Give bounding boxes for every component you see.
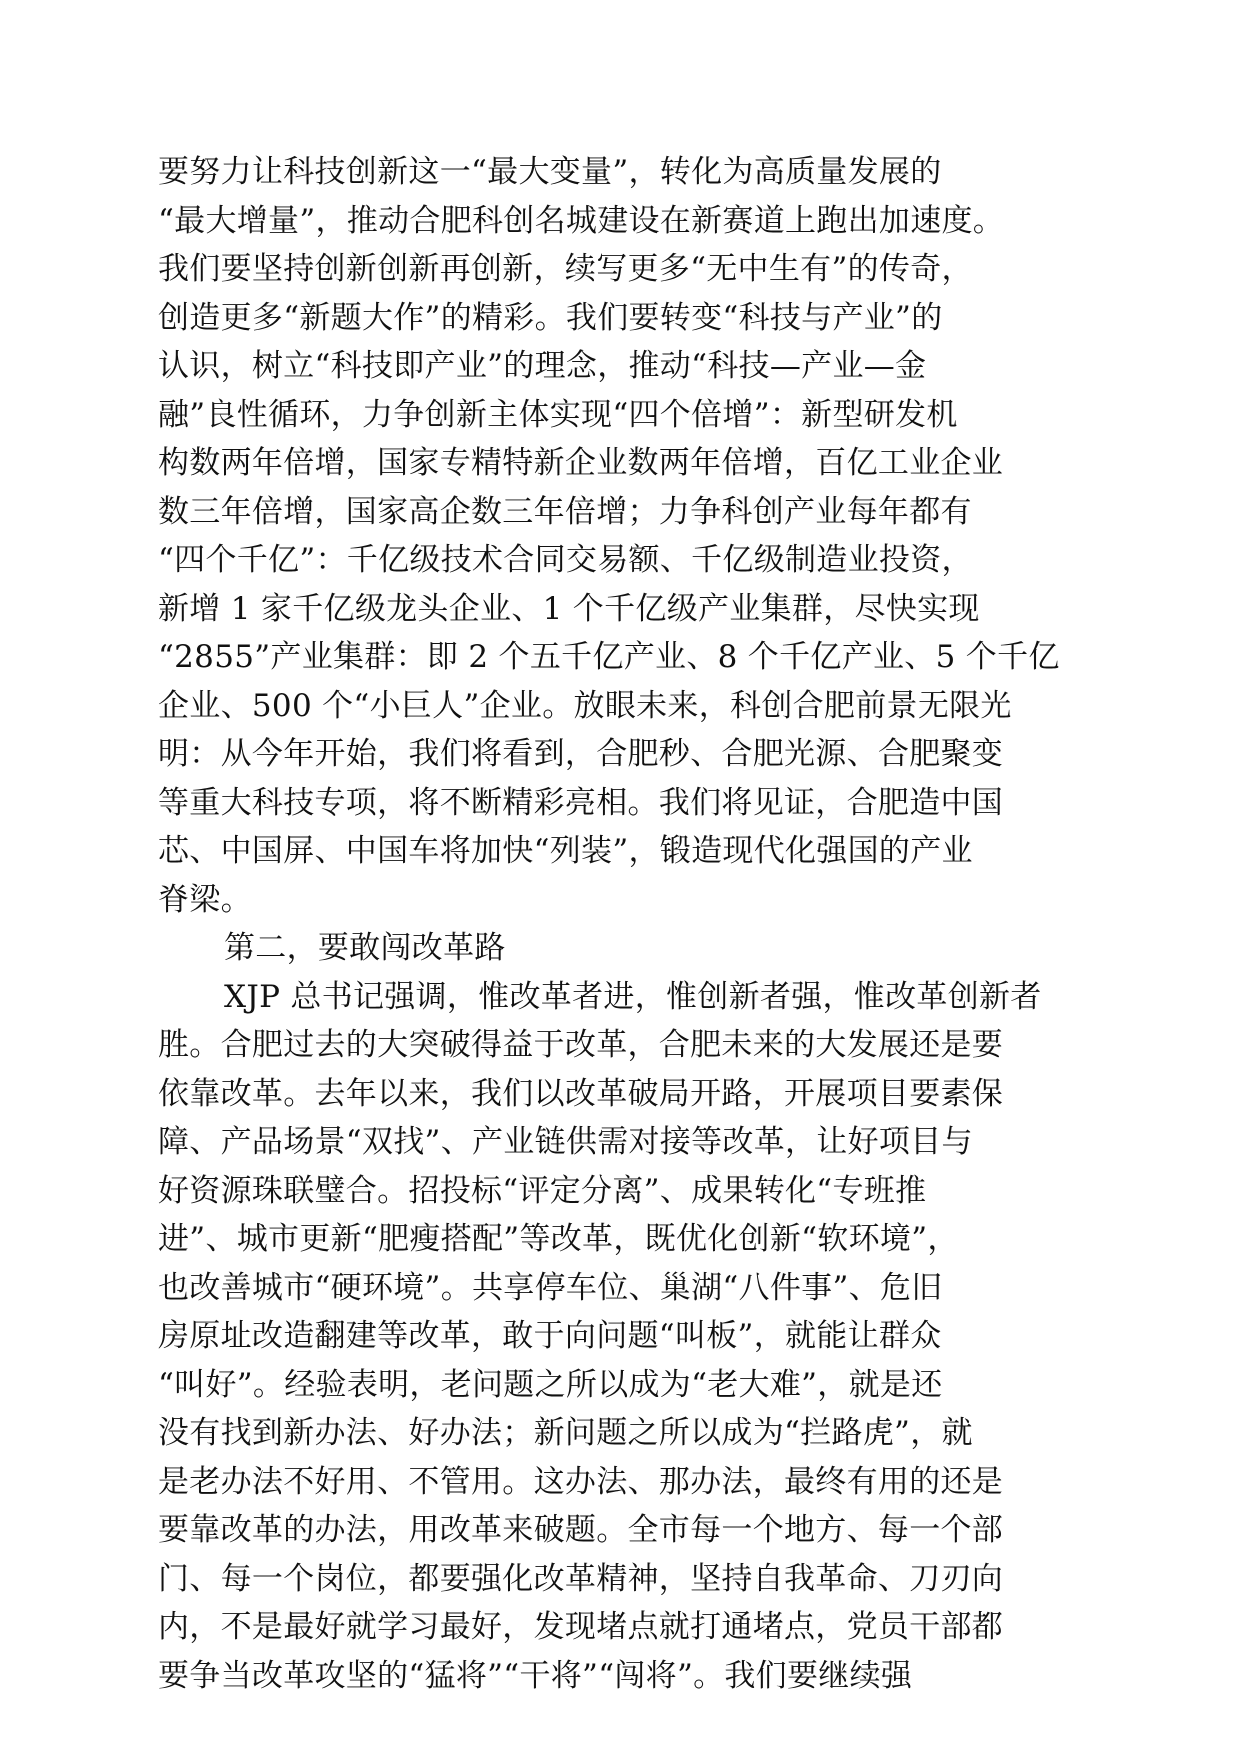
text-line: 数三年倍增，国家高企数三年倍增；力争科创产业每年都有 (158, 493, 972, 530)
text-line: 芯、中国屏、中国车将加快“列装”，锻造现代化强国的产业 (158, 833, 973, 869)
text-line: 依靠改革。去年以来，我们以改革破局开路，开展项目要素保 (158, 1075, 1004, 1112)
document-body (158, 148, 1098, 1700)
text-line: 新增 1 家千亿级龙头企业、1 个千亿级产业集群，尽快实现 (158, 590, 980, 627)
text-line: 房原址改造翻建等改革，敢于向问题“叫板”，就能让群众 (158, 1318, 942, 1354)
text-line: 构数两年倍增，国家专精特新企业数两年倍增，百亿工业企业 (158, 445, 1004, 481)
text-line: 门、每一个岗位，都要强化改革精神，坚持自我革命、刀刃向 (158, 1560, 1004, 1597)
text-line: 没有找到新办法、好办法；新问题之所以成为“拦路虎”，就 (158, 1415, 973, 1451)
text-line: “四个千亿”：千亿级技术合同交易额、千亿级制造业投资， (158, 542, 973, 578)
text-line: 创造更多“新题大作”的精彩。我们要转变“科技与产业”的 (158, 299, 943, 336)
text-line: 障、产品场景“双找”、产业链供需对接等改革，让好项目与 (158, 1124, 973, 1160)
text-line: 胜。合肥过去的大突破得益于改革，合肥未来的大发展还是要 (158, 1027, 1004, 1063)
text-line: 认识，树立“科技即产业”的理念，推动“科技—产业—金 (158, 348, 927, 384)
text-line: 企业、500 个“小巨人”企业。放眼未来，科创合肥前景无限光 (158, 687, 1012, 724)
text-line: 要努力让科技创新这一“最大变量”，转化为高质量发展的 (158, 154, 942, 190)
text-line: 进”、城市更新“肥瘦搭配”等改革，既优化创新“软环境”， (158, 1221, 959, 1257)
text-line: 要争当改革攻坚的“猛将”“干将”“闯将”。我们要继续强 (158, 1657, 913, 1694)
text-line: 等重大科技专项，将不断精彩亮相。我们将见证，合肥造中国 (158, 784, 1004, 821)
text-line: 明：从今年开始，我们将看到，合肥秒、合肥光源、合肥聚变 (158, 736, 1004, 772)
text-line: 融”良性循环，力争创新主体实现“四个倍增”：新型研发机 (158, 396, 958, 433)
text-line: “2855”产业集群：即 2 个五千亿产业、8 个千亿产业、5 个千亿 (158, 639, 1060, 675)
text-line: 也改善城市“硬环境”。共享停车位、巢湖“八件事”、危旧 (158, 1269, 943, 1306)
paragraph-first-line: XJP 总书记强调，惟改革者进，惟创新者强，惟改革创新者 (224, 978, 1042, 1015)
text-line: 要靠改革的办法，用改革来破题。全市每一个地方、每一个部 (158, 1512, 1004, 1548)
text-line: 我们要坚持创新创新再创新，续写更多“无中生有”的传奇， (158, 251, 973, 287)
text-line: 是老办法不好用、不管用。这办法、那办法，最终有用的还是 (158, 1463, 1004, 1500)
text-line: “叫好”。经验表明，老问题之所以成为“老大难”，就是还 (158, 1366, 943, 1403)
section-heading: 第二，要敢闯改革路 (224, 930, 506, 966)
text-line: 内，不是最好就学习最好，发现堵点就打通堵点，党员干部都 (158, 1609, 1004, 1645)
text-line: 好资源珠联璧合。招投标“评定分离”、成果转化“专班推 (158, 1172, 927, 1209)
text-line: 脊梁。 (158, 881, 252, 918)
text-line: “最大增量”，推动合肥科创名城建设在新赛道上跑出加速度。 (158, 202, 1005, 239)
